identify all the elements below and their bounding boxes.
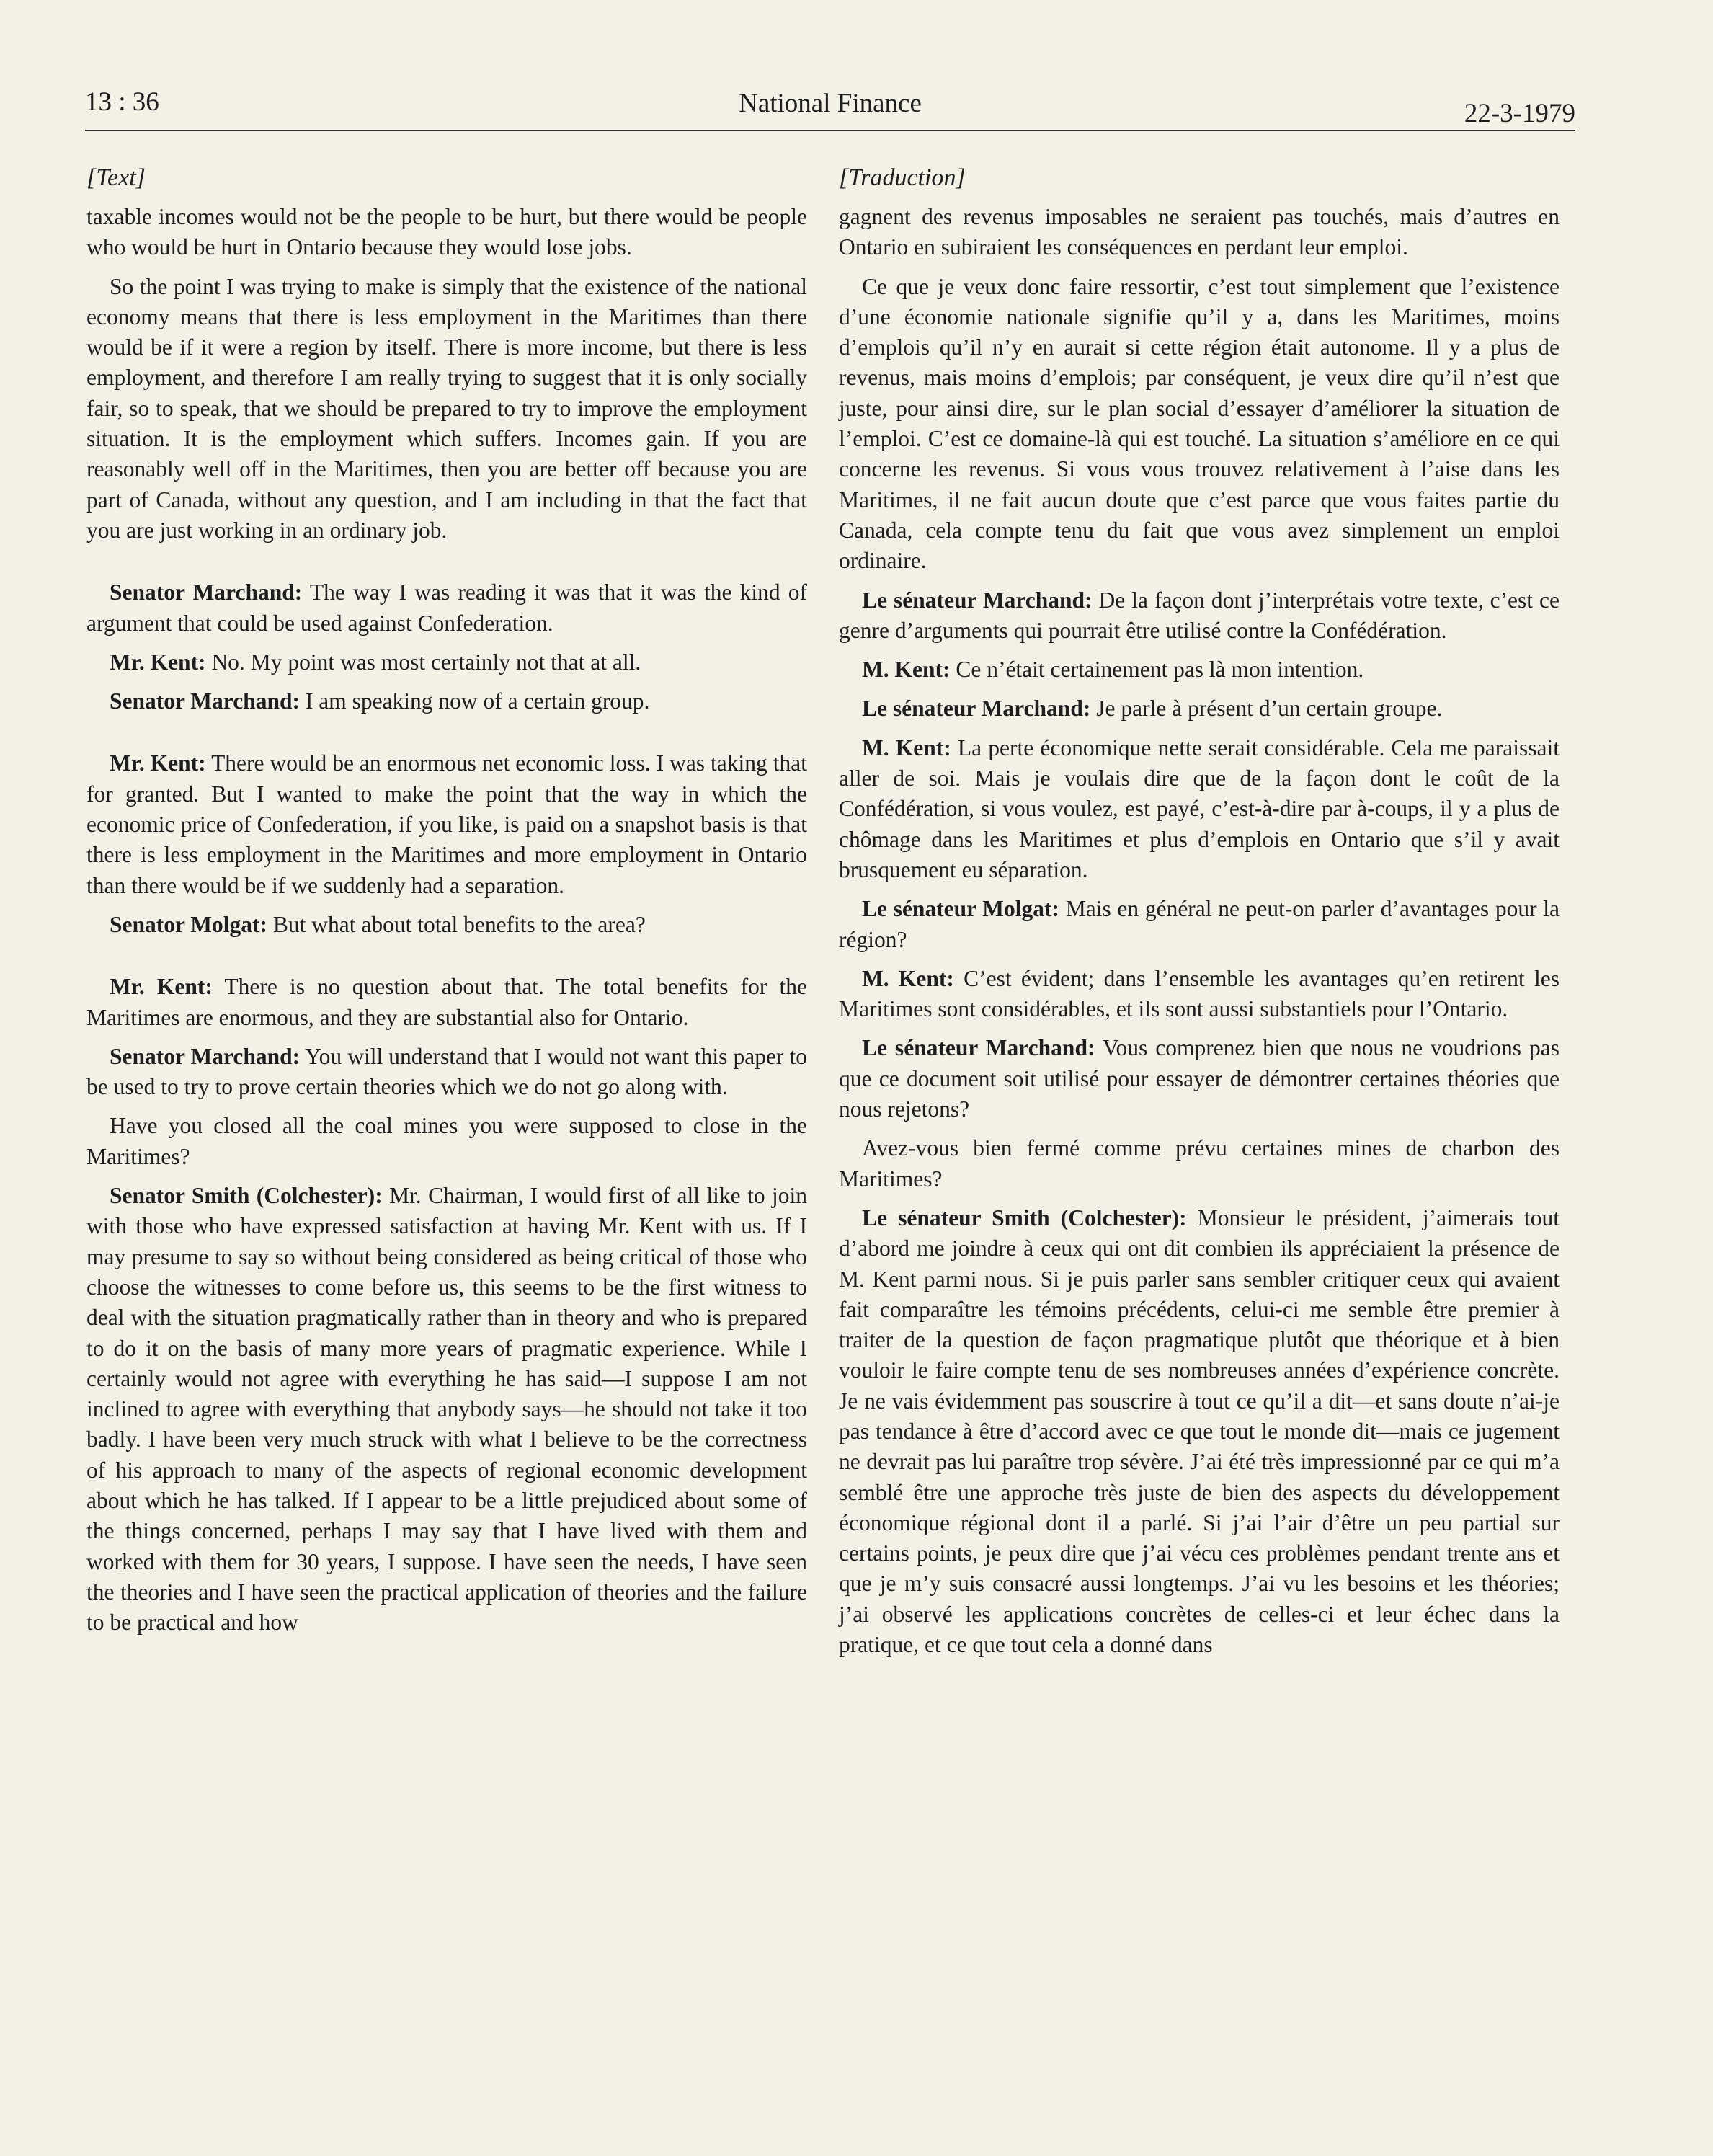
speaker-name: Senator Marchand: <box>110 580 303 605</box>
speaker-name: Le sénateur Marchand: <box>862 587 1093 613</box>
paragraph-text: Avez-vous bien fermé comme prévu certaines mines de charbon des Maritimes? <box>839 1135 1560 1192</box>
paragraph-text: But what about total benefits to the area? <box>267 911 646 937</box>
speaker-name: Mr. Kent: <box>110 750 206 776</box>
paragraph <box>839 272 1560 577</box>
speaker-name: Senator Marchand: <box>110 688 300 714</box>
paragraph-text: De la façon dont j’interprétais votre texte, c’est ce genre d’arguments qui pourrait être utilisé contre la Confédération. <box>839 587 1560 643</box>
speaker-name: Senator Molgat: <box>110 911 268 937</box>
paragraph <box>86 272 807 546</box>
paragraph <box>86 748 807 900</box>
speaker-name: Senator Marchand: <box>110 1043 301 1069</box>
french-column <box>839 161 1560 1669</box>
paragraph <box>839 202 1560 263</box>
speaker-name: Mr. Kent: <box>110 974 213 1000</box>
paragraph-text: There would be an enormous net economic loss. I was taking that for granted. But I wanted to make the point that the way in which the economic price of Confederation, if you like, is paid on a snapshot basis is that there is less employment in the Maritimes and more employment in Ontario than there would be if we suddenly had a separation. <box>86 750 807 898</box>
paragraph-text: Je parle à présent d’un certain groupe. <box>1090 696 1443 722</box>
paragraph <box>86 577 807 639</box>
paragraph <box>86 686 807 717</box>
paragraph <box>839 1203 1560 1660</box>
paragraph <box>839 1033 1560 1124</box>
speaker-name: M. Kent: <box>862 965 954 991</box>
paragraph-text: Vous comprenez bien que nous ne voudrions pas que ce document soit utilisé pour essayer de démontrer certaines théories que nous rejetons? <box>839 1035 1560 1122</box>
paragraph <box>86 1111 807 1172</box>
speaker-name: Senator Smith (Colchester): <box>110 1183 383 1209</box>
paragraph-text: There is no question about that. The total benefits for the Maritimes are enormous, and they are substantial also for Ontario. <box>86 974 807 1030</box>
page-header <box>85 78 1575 131</box>
paragraph-text: La perte économique nette serait considérable. Cela me paraissait aller de soi. Mais je voulais dire que de la façon dont le coût de la Confédération, si vous voulez, est payé, c’est-à-dire par à-coups, il y a plus de chômage dans les Maritimes et plus d’emplois en Ontario que s’il y avait brusquement eu séparation. <box>839 735 1560 882</box>
paragraph <box>839 655 1560 685</box>
paragraph-text: Have you closed all the coal mines you were supposed to close in the Maritimes? <box>86 1113 807 1169</box>
speaker-name: M. Kent: <box>862 657 951 683</box>
paragraph <box>86 910 807 940</box>
paragraph <box>86 647 807 678</box>
paragraph-text: Mais en général ne peut-on parler d’avantages pour la région? <box>839 896 1560 952</box>
paragraph-text: So the point I was trying to make is simply that the existence of the national economy means that there is less employment in the Maritimes than there would be if it were a region by itself. There is more income, but there is less employment, and therefore I am really trying to suggest that it is only socially fair, so to speak, that we should be prepared to try to improve the employment situation. It is the employment which suffers. Incomes gain. If you are reasonably well off in the Maritimes, then you are better off because you are part of Canada, without any question, and I am including in that the fact that you are just working in an ordinary job. <box>86 273 807 543</box>
issue-date: 22-3-1979 <box>1464 99 1575 128</box>
section-label: [Text] <box>86 164 146 191</box>
speaker-name: Le sénateur Marchand: <box>862 1035 1095 1061</box>
english-column <box>86 161 807 1646</box>
section-label: [Traduction] <box>839 164 966 191</box>
paragraph-text: Monsieur le président, j’aimerais tout d’abord me joindre à ceux qui ont dit combien ils appréciaient la présence de M. Kent parmi nous. Si je puis parler sans sembler critiquer ceux qui avaient fait comparaître les témoins précédents, celui-ci me semble être premier à traiter de la question de façon pragmatique plutôt que théorique et à bien vouloir le faire compte tenu de ses nombreuses années d’expérience concrète. Je ne vais évidemment pas souscrire à tout ce qu’il a dit—et sans doute n’ai-je pas tendance à être d’accord avec ce que tout le monde dit—mais ce jugement ne devrait pas lui paraître trop sévère. J’ai été très impressionné par ce qui m’a semblé être une approche très juste de bien des aspects du développement économique régional dont il a parlé. Si j’ai l’air d’être un peu partial sur certains points, je peux dire que j’ai vécu ces problèmes pendant trente ans et que je m’y suis consacré aussi longtemps. J’ai vu les besoins et les théories; j’ai observé les applications concrètes de celles-ci et leur échec dans la pratique, et ce que tout cela a donné dans <box>839 1205 1560 1658</box>
speaker-name: Mr. Kent: <box>110 649 206 675</box>
paragraph <box>86 202 807 263</box>
paragraph-text: You will understand that I would not want this paper to be used to try to prove certain theories which we do not go along with. <box>86 1043 807 1100</box>
paragraph <box>839 733 1560 885</box>
paragraph <box>839 1133 1560 1194</box>
paragraph-text: I am speaking now of a certain group. <box>299 688 650 714</box>
paragraph <box>86 1181 807 1638</box>
paragraph-text: Ce n’était certainement pas là mon intention. <box>950 657 1364 683</box>
speaker-name: M. Kent: <box>862 735 951 760</box>
paragraph <box>86 972 807 1033</box>
paragraph-text: The way I was reading it was that it was the kind of argument that could be used against Confederation. <box>86 580 807 636</box>
paragraph <box>86 1042 807 1103</box>
speaker-name: Le sénateur Molgat: <box>862 896 1060 922</box>
paragraph-text: No. My point was most certainly not that at all. <box>205 649 641 675</box>
speaker-name: Le sénateur Marchand: <box>862 696 1091 722</box>
publication-title: National Finance <box>739 89 922 118</box>
page-number: 13 : 36 <box>85 87 159 117</box>
speaker-name: Le sénateur Smith (Colchester): <box>862 1205 1187 1230</box>
paragraph-text: taxable incomes would not be the people to be hurt, but there would be people who would be hurt in Ontario because they would lose jobs. <box>86 204 807 260</box>
paragraph-text: Ce que je veux donc faire ressortir, c’est tout simplement que l’existence d’une économie nationale signifie qu’il y a, dans les Maritimes, moins d’emplois qu’il n’y en aurait si cette région était autonome. Il y a plus de revenus, mais moins d’emplois; par conséquent, je veux dire qu’il n’est que juste, pour ainsi dire, sur le plan social d’essayer d’améliorer la situation de l’emploi. C’est ce domaine-là qui est touché. La situation s’améliore en ce qui concerne les revenus. Si vous vous trouvez relativement à l’aise dans les Maritimes, il ne fait aucun doute que c’est parce que vous faites partie du Canada, cela compte tenu du fait que vous avez simplement un emploi ordinaire. <box>839 273 1560 574</box>
paragraph <box>839 964 1560 1025</box>
paragraph <box>839 585 1560 647</box>
paragraph <box>839 894 1560 955</box>
paragraph-text: C’est évident; dans l’ensemble les avantages qu’en retirent les Maritimes sont considérables, et ils sont aussi substantiels pour l’Ontario. <box>839 965 1560 1022</box>
paragraph-text: Mr. Chairman, I would first of all like to join with those who have expressed satisfaction at having Mr. Kent with us. If I may presume to say so without being considered as being critical of those who choose the witnesses to come before us, this seems to be the first witness to deal with the situation pragmatically rather than in theory and who is prepared to do it on the basis of many more years of pragmatic experience. While I certainly would not agree with everything he has said—I suppose I am not inclined to agree with everything that anybody says—he should not take it too badly. I have been very much struck with what I believe to be the correctness of his approach to many of the aspects of regional economic development about which he has talked. If I appear to be a little prejudiced about some of the things concerned, perhaps I may say that I have lived with them and worked with them for 30 years, I suppose. I have seen the needs, I have seen the theories and I have seen the practical application of theories and the failure to be practical and how <box>86 1183 807 1636</box>
paragraph <box>839 693 1560 724</box>
paragraph-text: gagnent des revenus imposables ne seraient pas touchés, mais d’autres en Ontario en subiraient les conséquences en perdant leur emploi. <box>839 204 1560 260</box>
